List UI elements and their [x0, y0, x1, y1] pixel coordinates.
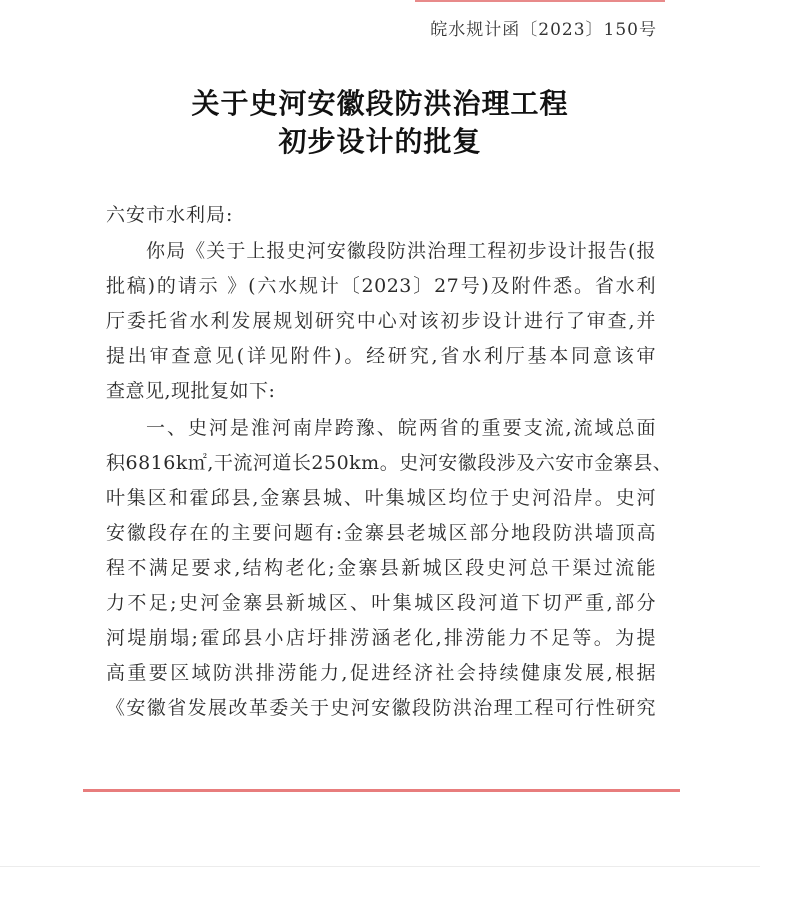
body-line: 安徽段存在的主要问题有:金寨县老城区部分地段防洪墙顶高 [106, 522, 656, 544]
body-line: 批稿)的请示 》(六水规计〔2023〕27号)及附件悉。省水利 [106, 275, 656, 297]
body-line: 提出审查意见(详见附件)。经研究,省水利厅基本同意该审 [106, 345, 656, 367]
page-edge-line [0, 866, 760, 867]
body-line: 查意见,现批复如下: [106, 380, 276, 402]
top-red-rule [415, 0, 665, 2]
body-line: 一、史河是淮河南岸跨豫、皖两省的重要支流,流域总面 [146, 417, 656, 439]
body-line: 积6816k㎡,干流河道长250km。史河安徽段涉及六安市金寨县、 [106, 452, 673, 474]
document-number: 皖水规计函〔2023〕150号 [430, 20, 657, 40]
body-line: 河堤崩塌;霍邱县小店圩排涝涵老化,排涝能力不足等。为提 [106, 627, 656, 649]
body-line: 力不足;史河金寨县新城区、叶集城区段河道下切严重,部分 [106, 592, 656, 614]
bottom-red-rule [83, 789, 680, 792]
body-line: 程不满足要求,结构老化;金寨县新城区段史河总干渠过流能 [106, 557, 656, 579]
body-line: 你局《关于上报史河安徽段防洪治理工程初步设计报告(报 [146, 240, 656, 262]
body-line: 叶集区和霍邱县,金寨县城、叶集城区均位于史河沿岸。史河 [106, 487, 656, 509]
body-line: 高重要区域防洪排涝能力,促进经济社会持续健康发展,根据 [106, 662, 656, 684]
salutation: 六安市水利局: [106, 204, 234, 226]
body-line: 厅委托省水利发展规划研究中心对该初步设计进行了审查,并 [106, 310, 656, 332]
document-title-line-2: 初步设计的批复 [278, 125, 482, 158]
body-line: 《安徽省发展改革委关于史河安徽段防洪治理工程可行性研究 [106, 697, 656, 719]
document-title-line-1: 关于史河安徽段防洪治理工程 [191, 87, 569, 120]
